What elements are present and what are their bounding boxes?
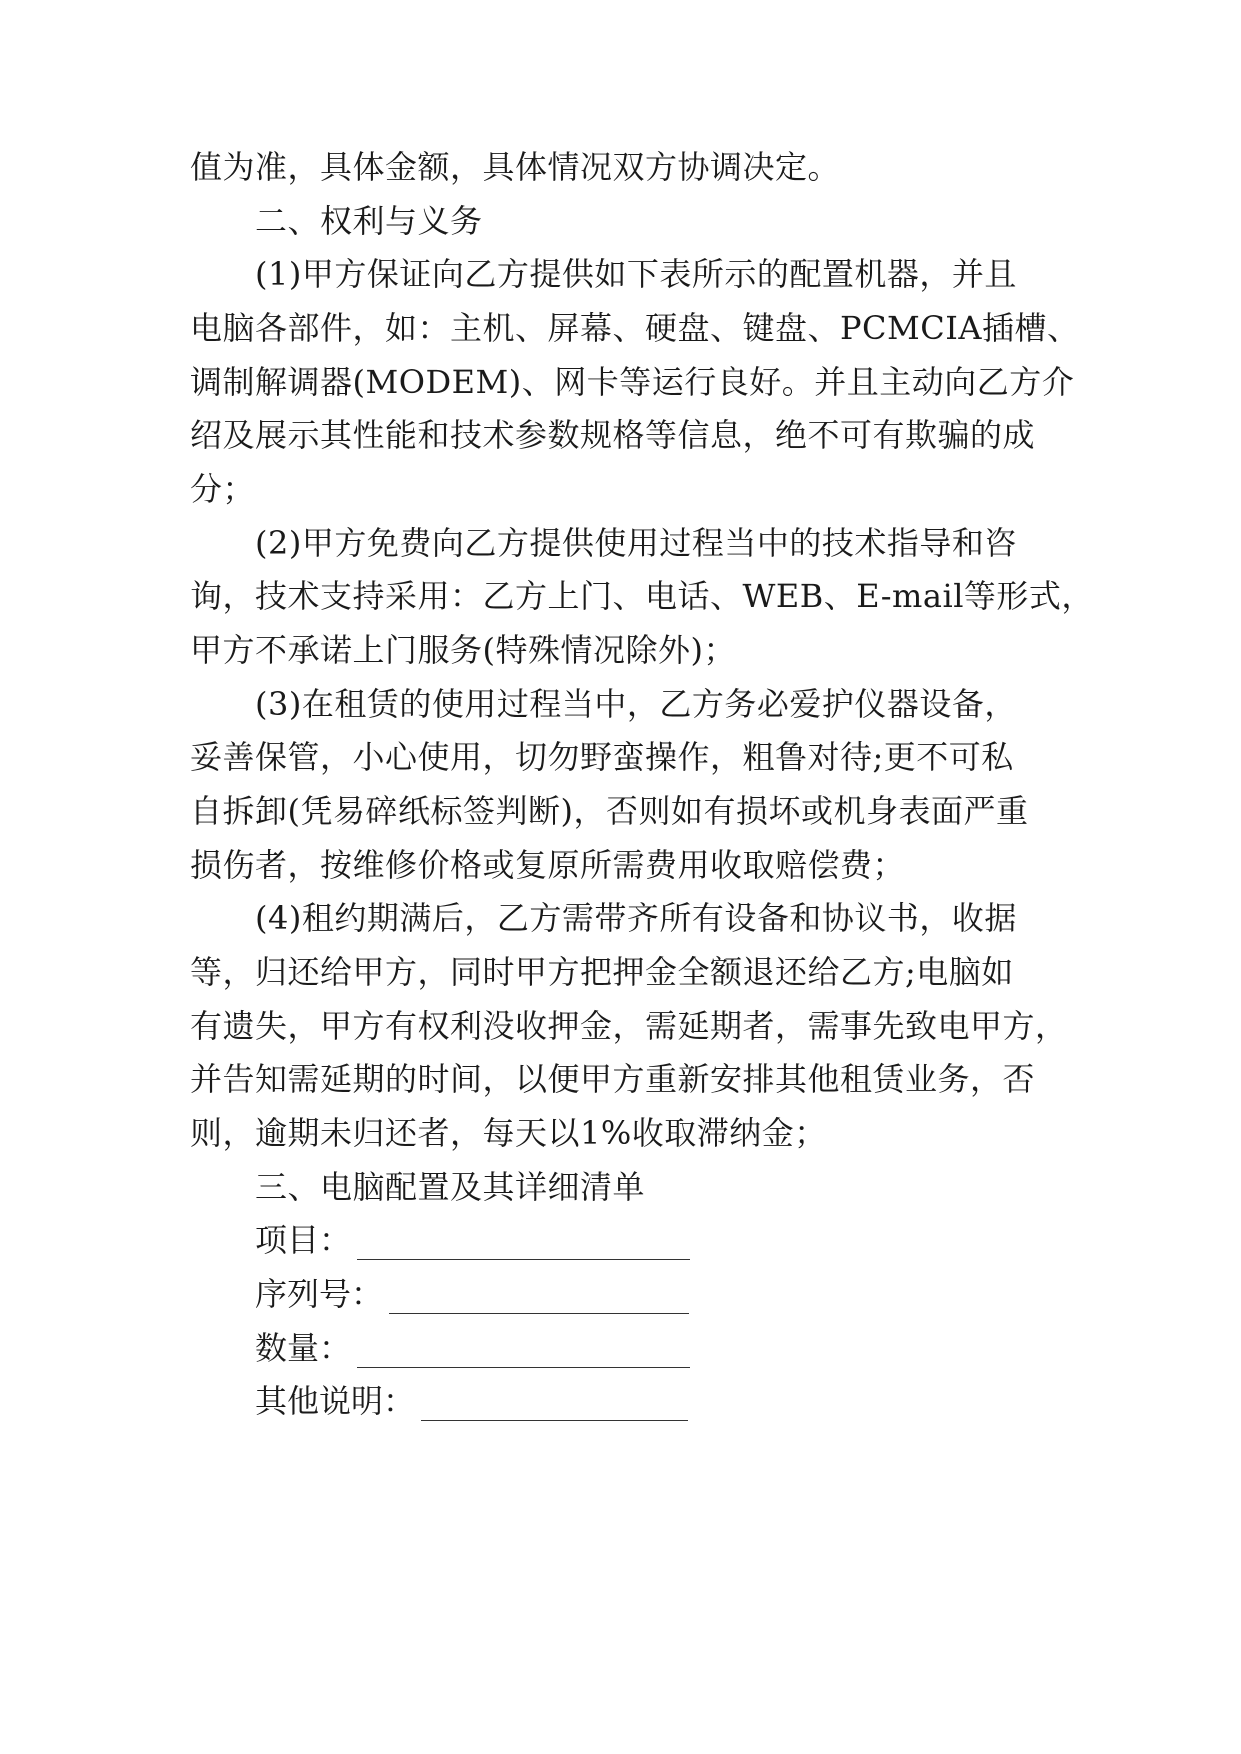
text-line: 调制解调器(MODEM)、网卡等运行良好。并且主动向乙方介: [190, 363, 1075, 401]
text-line: 等，归还给甲方，同时甲方把押金全额退还给乙方;电脑如: [190, 953, 1014, 991]
text-line: 自拆卸(凭易碎纸标签判断)，否则如有损坏或机身表面严重: [190, 792, 1029, 830]
field-notes: [255, 1381, 688, 1421]
text-line: 损伤者，按维修价格或复原所需费用收取赔偿费；: [190, 846, 906, 884]
field-label: 数量：: [255, 1329, 352, 1367]
blank-line: [357, 1233, 690, 1260]
blank-line: [421, 1394, 688, 1421]
text-line: 则，逾期未归还者，每天以1%收取滞纳金；: [190, 1114, 827, 1152]
text-line: (2)甲方免费向乙方提供使用过程当中的技术指导和咨: [255, 524, 1017, 562]
text-line: 询，技术支持采用：乙方上门、电话、WEB、E-mail等形式，: [190, 577, 1094, 615]
section-heading: 二、权利与义务: [255, 202, 483, 240]
field-label: 其他说明：: [255, 1382, 416, 1420]
text-line: 绍及展示其性能和技术参数规格等信息，绝不可有欺骗的成: [190, 416, 1036, 454]
text-line: 值为准，具体金额，具体情况双方协调决定。: [190, 148, 841, 186]
field-serial: [255, 1274, 689, 1314]
field-label: 项目：: [255, 1221, 352, 1259]
section-heading: 三、电脑配置及其详细清单: [255, 1168, 646, 1206]
text-line: (3)在租赁的使用过程当中，乙方务必爱护仪器设备，: [255, 685, 1017, 723]
field-label: 序列号：: [255, 1275, 384, 1313]
text-line: 并告知需延期的时间，以便甲方重新安排其他租赁业务，否: [190, 1060, 1036, 1098]
text-line: (1)甲方保证向乙方提供如下表所示的配置机器，并且: [255, 255, 1017, 293]
text-line: 妥善保管，小心使用，切勿野蛮操作，粗鲁对待;更不可私: [190, 738, 1014, 776]
text-line: 甲方不承诺上门服务(特殊情况除外)；: [190, 631, 736, 669]
field-quantity: [255, 1328, 690, 1368]
blank-line: [357, 1341, 690, 1368]
text-line: 有遗失，甲方有权利没收押金，需延期者，需事先致电甲方，: [190, 1007, 1068, 1045]
text-line: 电脑各部件，如：主机、屏幕、硬盘、键盘、PCMCIA插槽、: [190, 309, 1080, 347]
text-line: (4)租约期满后，乙方需带齐所有设备和协议书，收据: [255, 899, 1017, 937]
field-item: [255, 1220, 690, 1260]
blank-line: [389, 1287, 689, 1314]
text-line: 分；: [190, 470, 256, 508]
